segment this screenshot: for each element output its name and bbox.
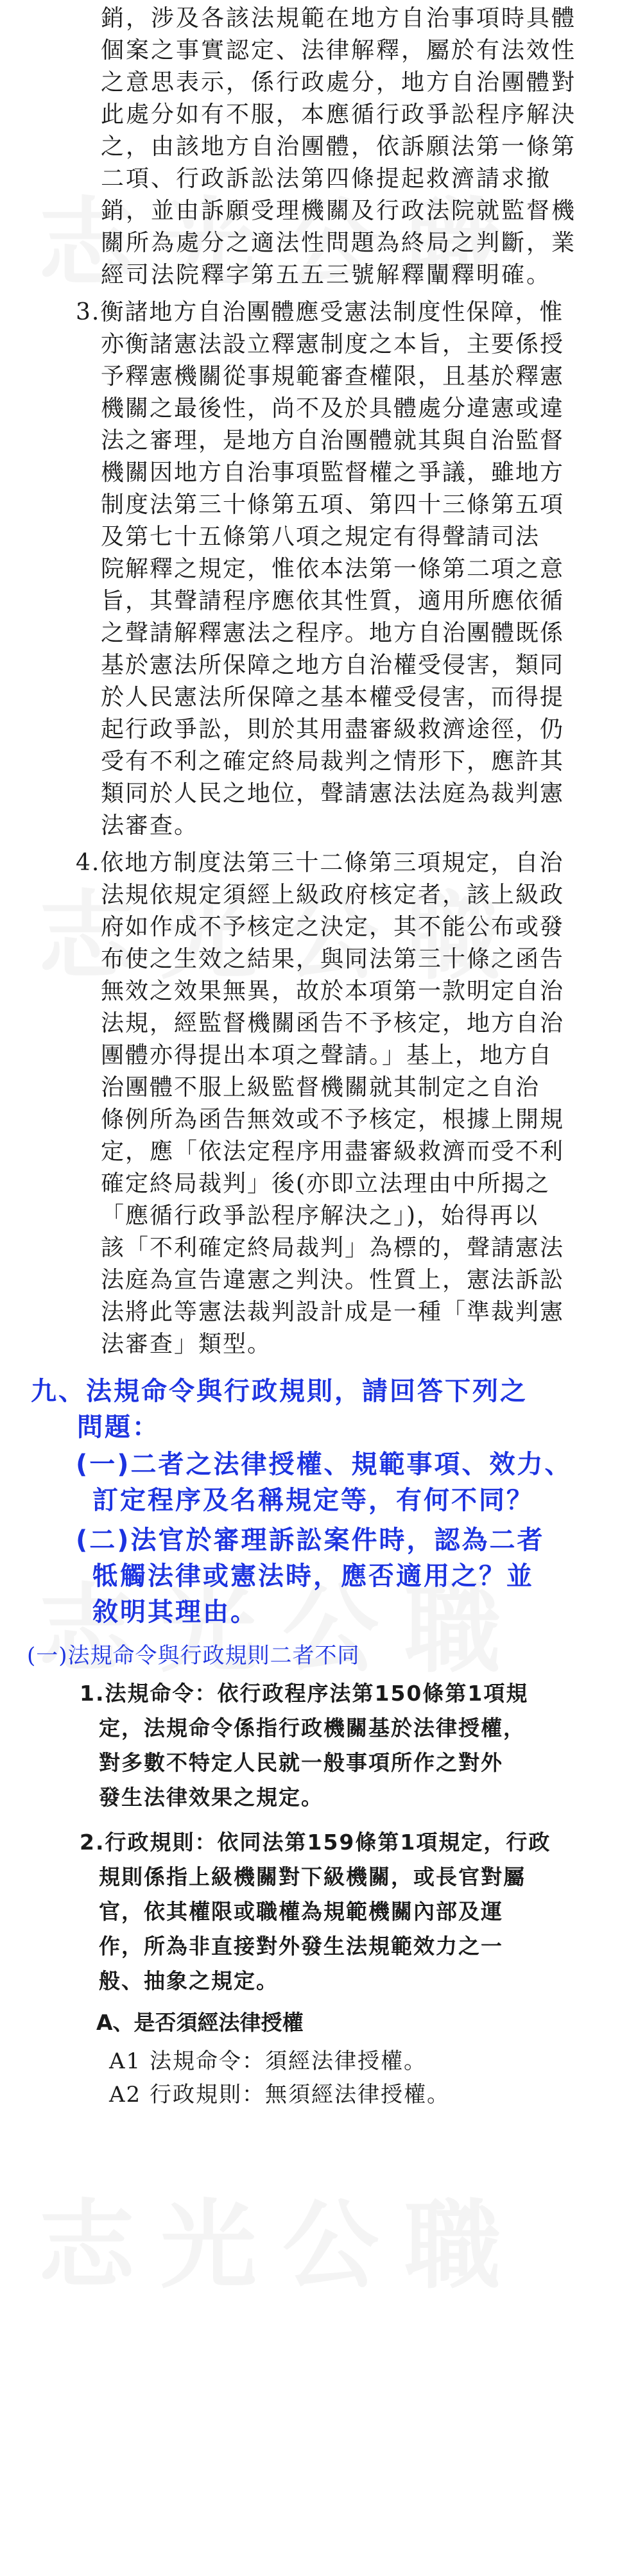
text-line: 關所為處分之適法性問題為終局之判斷，業 [101,230,577,256]
text-line: 之意思表示，係行政處分，地方自治團體對 [101,69,577,96]
text-line: 法規依規定須經上級政府核定者，該上級政 [101,882,565,908]
text-line: 定，應「依法定程序用盡審級救濟而受不利 [101,1138,565,1165]
text-line: 作，所為非直接對外發生法規範效力之一 [99,1934,503,1959]
text-line: 受有不利之確定終局裁判之情形下，應許其 [101,748,565,775]
text-line: 該「不利確定終局裁判」為標的，聲請憲法 [101,1235,565,1261]
paragraph-item-4 [76,847,564,1361]
item-a-heading: A、是否須經法律授權 [96,2010,304,2035]
text-line: 制度法第三十條第五項、第四十三條第五項 [101,492,565,518]
text-line: 起行政爭訟，則於其用盡審級救濟途徑，仍 [101,716,565,743]
text-line: 個案之事實認定、法律解釋，屬於有法效性 [101,37,577,64]
text-line: 之聲請解釋憲法之程序。地方自治團體既係 [101,620,565,646]
text-line: 團體亦得提出本項之聲請。」基上，地方自 [101,1042,553,1069]
text-line: 法審查」類型。 [101,1331,272,1357]
answer-item-a [96,2007,304,2038]
text-line: 及第七十五條第八項之規定有得聲請司法 [101,524,540,550]
text-line: 此處分如有不服，本應循行政爭訟程序解決 [101,101,577,128]
text-line: 3.衡諸地方自治團體應受憲法制度性保障，惟 [76,299,564,325]
text-line: 確定終局裁判」後(亦即立法理由中所揭之 [101,1171,551,1197]
text-line: 官，依其權限或職權為規範機關內部及運 [99,1899,503,1924]
text-line: 無效之效果無異，故於本項第一款明定自治 [101,978,565,1004]
question-line: 牴觸法律或憲法時，應否適用之？並 [92,1561,534,1591]
text-line: 府如作成不予核定之決定，其不能公布或發 [101,914,565,940]
text-line: 定，法規命令係指行政機關基於法律授權， [99,1715,526,1740]
text-line: 治團體不服上級監督機關就其制定之自治 [101,1074,540,1101]
text-line: 條例所為函告無效或不予核定，根據上開規 [101,1106,565,1133]
answer-item-2 [80,1825,551,1998]
question-line: (一)二者之法律授權、規範事項、效力、 [76,1450,573,1479]
answer-item-1 [80,1676,528,1815]
question-line: (二)法官於審理訴訟案件時，認為二者 [76,1525,545,1555]
question-part-2 [76,1522,545,1630]
item-a2-line: A2 行政規則：無須經法律授權。 [109,2082,450,2108]
text-line: 法庭為宣告違憲之判決。性質上，憲法訴訟 [101,1267,565,1293]
text-line: 法審查。 [101,812,199,839]
text-line: 法之審理，是地方自治團體就其與自治監督 [101,427,565,454]
text-line: 亦衡諸憲法設立釋憲制度之本旨，主要係授 [101,331,565,357]
text-line: 1.法規命令：依行政程序法第150條第1項規 [80,1681,529,1706]
text-line: 布使之生效之結果，與同法第三十條之函告 [101,946,565,972]
text-line: 類同於人民之地位，聲請憲法法庭為裁判憲 [101,780,565,807]
answer-heading-line: (一)法規命令與行政規則二者不同 [27,1643,360,1669]
question-line: 訂定程序及名稱規定等，有何不同？ [92,1486,534,1515]
text-line: 「應循行政爭訟程序解決之」)，始得再以 [101,1203,539,1229]
text-line: 經司法院釋字第五五三號解釋闡釋明確。 [101,262,552,288]
text-line: 發生法律效果之規定。 [99,1785,323,1810]
text-line: 二項、行政訴訟法第四條提起救濟請求撤 [101,166,552,192]
text-line: 之，由該地方自治團體，依訴願法第一條第 [101,133,577,160]
text-line: 予釋憲機關從事規範審查權限，且基於釋憲 [101,363,565,390]
question-heading [31,1373,528,1445]
text-line: 基於憲法所保障之地方自治權受侵害，類同 [101,652,565,678]
text-line: 般、抽象之規定。 [99,1968,279,1993]
paragraph-item-3 [76,296,564,842]
question-line: 敘明其理由。 [92,1597,258,1627]
watermark [39,2195,597,2297]
question-line: 九、法規命令與行政規則，請回答下列之 [31,1377,528,1406]
answer-item-a-sub [109,2045,450,2111]
question-part-1 [76,1447,573,1518]
text-line: 機關因地方自治事項監督權之爭議，雖地方 [101,459,565,486]
text-line: 院解釋之規定，惟依本法第一條第二項之意 [101,556,565,582]
text-line: 銷，並由訴願受理機關及行政法院就監督機 [101,198,577,224]
text-line: 機關之最後性，尚不及於具體處分違憲或違 [101,395,565,422]
text-line: 對多數不特定人民就一般事項所作之對外 [99,1750,503,1775]
text-line: 旨，其聲請程序應依其性質，適用所應依循 [101,588,565,614]
text-line: 銷，涉及各該法規範在地方自治事項時具體 [101,5,577,31]
text-line: 於人民憲法所保障之基本權受侵害，而得提 [101,684,565,710]
paragraph-continued [101,3,576,291]
answer-subheading [27,1640,360,1671]
text-line: 規則係指上級機關對下級機關，或長官對屬 [99,1864,526,1889]
text-line: 2.行政規則：依同法第159條第1項規定，行政 [80,1830,551,1855]
text-line: 法規，經監督機關函告不予核定，地方自治 [101,1010,565,1036]
question-line: 問題： [77,1413,160,1442]
text-line: 4.依地方制度法第三十二條第三項規定，自治 [76,850,564,876]
item-a1-line: A1 法規命令：須經法律授權。 [109,2048,427,2074]
text-line: 法將此等憲法裁判設計成是一種「準裁判憲 [101,1299,565,1325]
